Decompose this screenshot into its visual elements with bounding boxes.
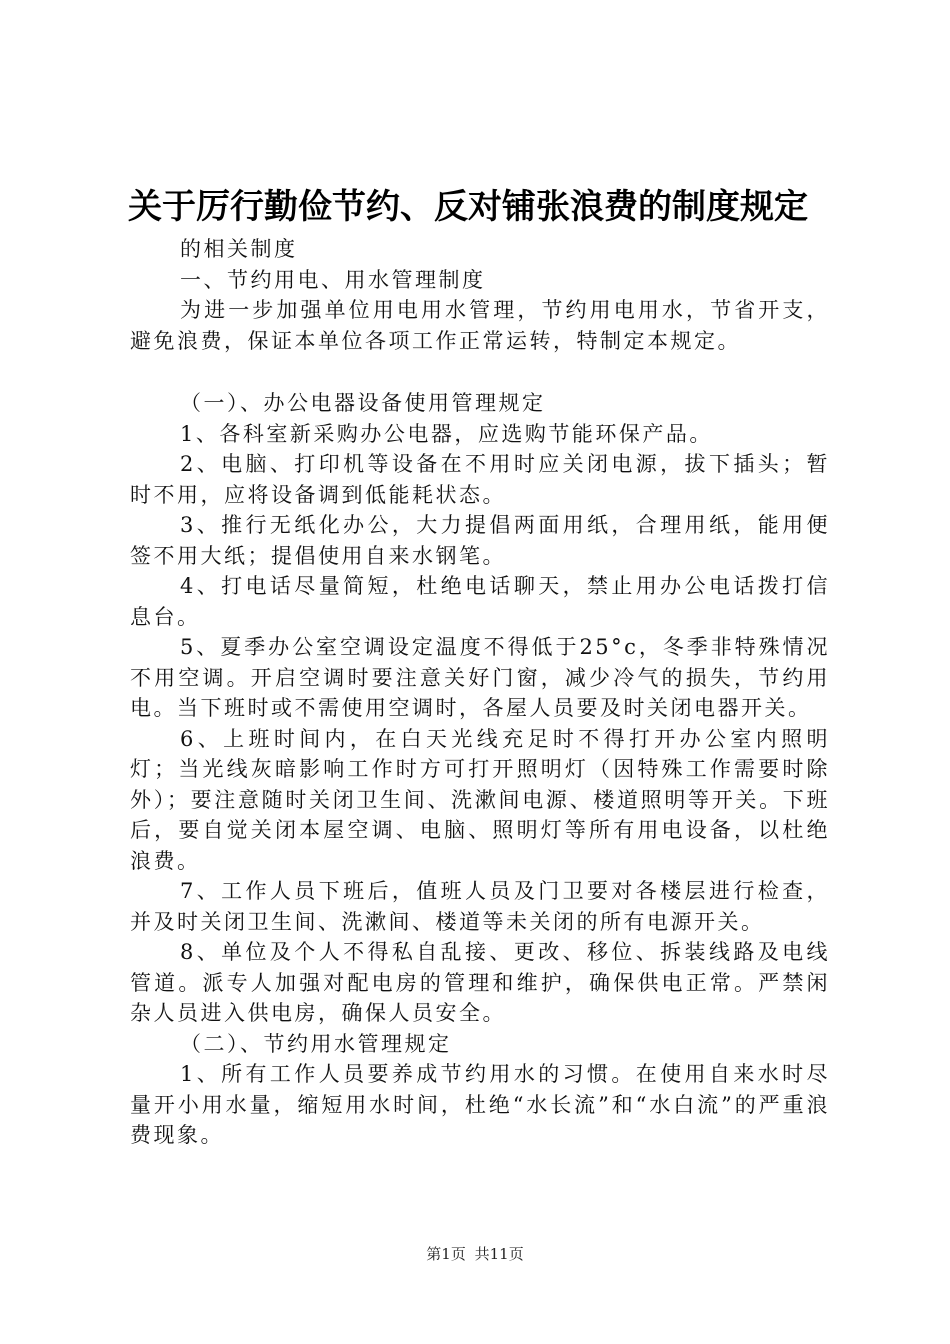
list-item: 1、各科室新采购办公电器，应选购节能环保产品。 — [180, 421, 713, 446]
page-number: 第1页 — [426, 1245, 466, 1263]
section-heading-1: 一、节约用电、用水管理制度 — [180, 267, 486, 292]
page-total: 共11页 — [474, 1245, 524, 1263]
document-title: 关于厉行勤俭节约、反对铺张浪费的制度规定 — [128, 187, 808, 227]
paragraph-intro: 为进一步加强单位用电用水管理，节约用电用水，节省开支，避免浪费，保证本单位各项工作正常运转，特制定本规定。 — [130, 298, 830, 353]
document-body — [130, 234, 830, 1151]
list-item: 1、所有工作人员要养成节约用水的习惯。在使用自来水时尽量开小用水量，缩短用水时间，杜绝“水长流”和“水白流”的严重浪费现象。 — [130, 1062, 830, 1147]
subsection-heading-1: （一）、办公电器设备使用管理规定 — [180, 391, 546, 415]
list-item: 2、电脑、打印机等设备在不用时应关闭电源，拔下插头；暂时不用，应将设备调到低能耗状态。 — [130, 452, 830, 507]
page-footer — [0, 1244, 950, 1264]
list-item: 3、推行无纸化办公，大力提倡两面用纸，合理用纸，能用便签不用大纸；提倡使用自来水钢笔。 — [130, 513, 830, 568]
paragraph-subtitle: 的相关制度 — [180, 237, 298, 261]
list-item: 5、夏季办公室空调设定温度不得低于25°c，冬季非特殊情况不用空调。开启空调时要注意关好门窗，减少冷气的损失，节约用电。当下班时或不需使用空调时，各屋人员要及时关闭电器开关。 — [130, 635, 830, 720]
list-item: 4、打电话尽量简短，杜绝电话聊天，禁止用办公电话拨打信息台。 — [130, 574, 830, 629]
list-item: 7、工作人员下班后，值班人员及门卫要对各楼层进行检查，并及时关闭卫生间、洗漱间、楼道等未关闭的所有电源开关。 — [130, 879, 830, 934]
list-item: 6、上班时间内，在白天光线充足时不得打开办公室内照明灯；当光线灰暗影响工作时方可打开照明灯（因特殊工作需要时除外）；要注意随时关闭卫生间、洗漱间电源、楼道照明等开关。下班后，要自觉关闭本屋空调、电脑、照明灯等所有用电设备，以杜绝浪费。 — [130, 726, 830, 873]
list-item: 8、单位及个人不得私自乱接、更改、移位、拆装线路及电线管道。派专人加强对配电房的管理和维护，确保供电正常。严禁闲杂人员进入供电房，确保人员安全。 — [130, 940, 830, 1025]
subsection-heading-2: （二）、节约用水管理规定 — [180, 1031, 452, 1056]
